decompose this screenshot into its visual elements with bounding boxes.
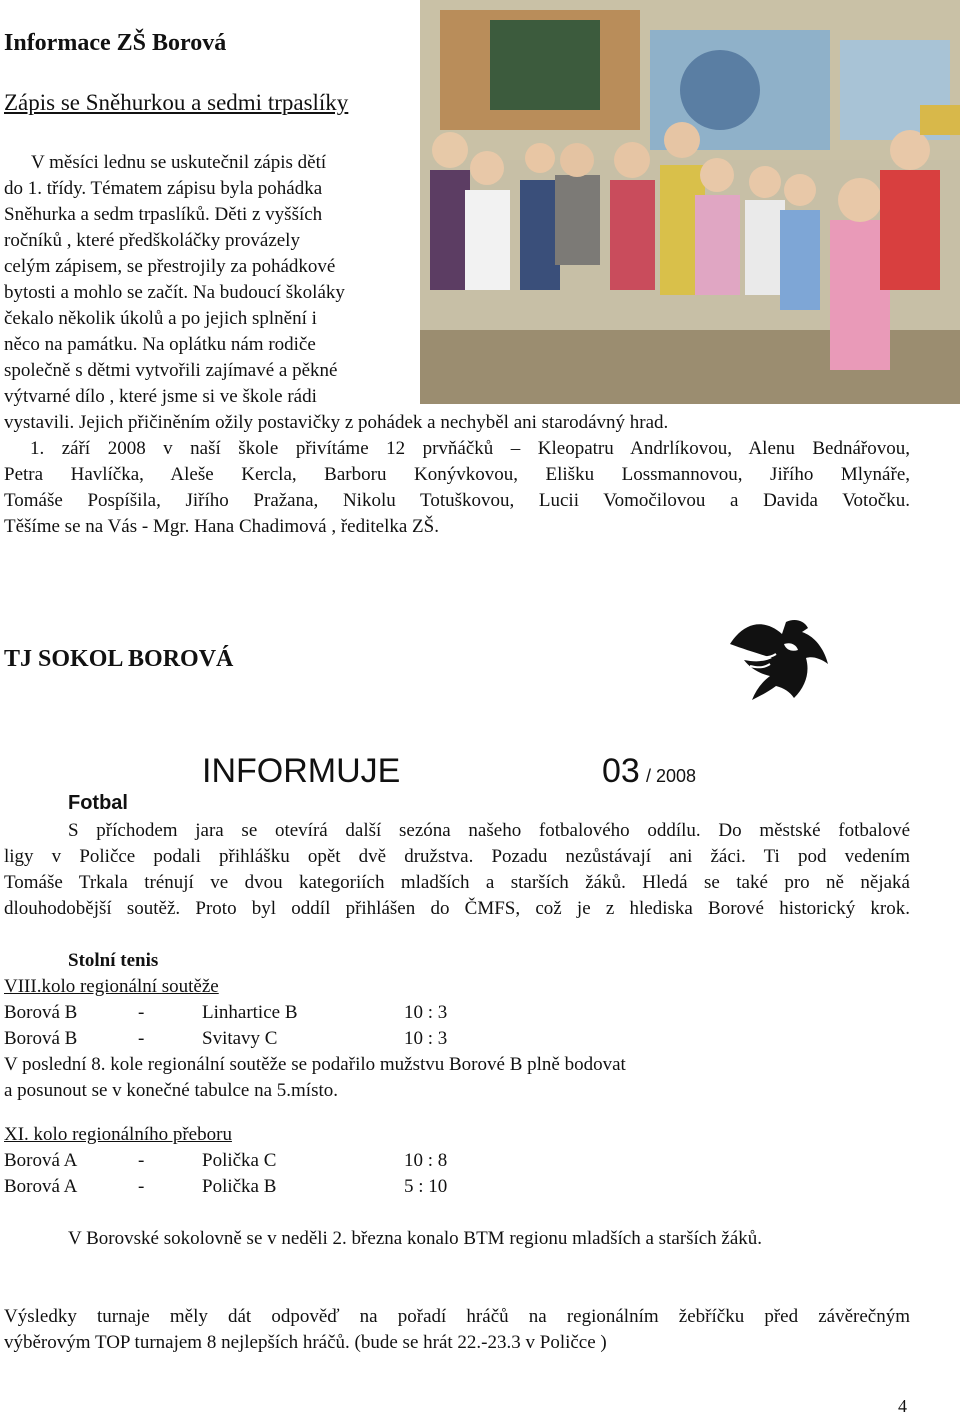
results-line: výběrovým TOP turnajem 8 nejlepších hráčů. (bude se hrát 22.-23.3 v Poličce ) [4,1332,607,1353]
btm-line: V Borovské sokolovně se v neděli 2. března konalo BTM regionu mladších a starších žáků. [68,1228,763,1249]
separator: - [138,1150,145,1171]
results-line: Výsledky turnaje měly dát odpověď na pořadí hráčů na regionálním žebříčku před závěrečným [4,1306,910,1327]
sokol-heading: TJ SOKOL BOROVÁ [4,646,234,672]
fotbal-text-line: ligy v Poličce podali přihlášku opět dvě družstva. Pozadu nezůstávají ani žáci. Ti pod vedením [4,846,910,867]
away-team: Svitavy C [202,1028,278,1049]
issue-number: 03 [602,752,640,790]
match-score: 10 : 8 [404,1150,448,1171]
school-text-line: Těšíme se na Vás - Mgr. Hana Chadimová , ředitelka ZŠ. [4,516,439,537]
informuje-title: INFORMUJE [202,752,401,790]
school-text-line: Petra Havlíčka, Aleše Kercla, Barboru Konývkovou, Elišku Lossmannovou, Jiřího Mlynáře, [4,464,910,485]
home-team: Borová B [4,1028,78,1049]
away-team: Polička C [202,1150,277,1171]
school-text-line: něco na památku. Na oplátku nám rodiče [4,334,316,355]
school-text-line: vystavili. Jejich přičiněním ožily postavičky z pohádek a nechyběl ani starodávný hrad. [4,412,669,433]
school-text-line: 1. září 2008 v naší škole přivítáme 12 prvňáčků – Kleopatru Andrlíkovou, Alenu Bednářovou, [30,438,910,459]
round1-note-line: V poslední 8. kole regionální soutěže se podařilo mužstvu Borové B plně bodovat [4,1054,626,1075]
round1-title: VIII.kolo regionální soutěže [4,976,219,997]
school-text-line: Sněhurka a sedm trpaslíků. Děti z vyšších [4,204,323,225]
school-heading: Informace ZŠ Borová [4,30,227,56]
match-score: 5 : 10 [404,1176,448,1197]
school-text-line: ročníků , které předškoláčky provázely [4,230,300,251]
falcon-logo [724,614,834,706]
school-text-line: celým zápisem, se přestrojily za pohádkové [4,256,336,277]
home-team: Borová B [4,1002,78,1023]
separator: - [138,1176,145,1197]
fotbal-text-line: dlouhodobější soutěž. Proto byl oddíl přihlášen do ČMFS, což je z hlediska Borové historický krok. [4,898,910,919]
school-text-line: do 1. třídy. Tématem zápisu byla pohádka [4,178,323,199]
school-subheading: Zápis se Sněhurkou a sedmi trpaslíky [4,90,349,115]
school-photo [420,0,960,404]
home-team: Borová A [4,1176,78,1197]
round1-note-line: a posunout se v konečné tabulce na 5.místo. [4,1080,339,1101]
round2-title: XI. kolo regionálního přeboru [4,1124,232,1145]
school-text-line: čekalo několik úkolů a po jejich splnění i [4,308,317,329]
separator: - [138,1002,145,1023]
away-team: Polička B [202,1176,277,1197]
school-text-line: bytosti a mohlo se začít. Na budoucí školáky [4,282,345,303]
school-text-line: společně s dětmi vytvořili zajímavé a pěkné [4,360,338,381]
fotbal-title: Fotbal [68,792,128,814]
fotbal-text-line: S příchodem jara se otevírá další sezóna našeho fotbalového oddílu. Do městské fotbalové [68,820,910,841]
match-score: 10 : 3 [404,1028,448,1049]
school-text-line: výtvarné dílo , které jsme si ve škole rádi [4,386,317,407]
fotbal-text-line: Tomáše Trkala trénují ve dvou kategoriích mladších a starších žáků. Hledá se také pro ně nějaká [4,872,910,893]
page-number: 4 [898,1396,907,1416]
issue-year: / 2008 [646,766,697,786]
home-team: Borová A [4,1150,78,1171]
match-score: 10 : 3 [404,1002,448,1023]
tenis-title: Stolní tenis [68,950,159,971]
away-team: Linhartice B [202,1002,298,1023]
school-text-line: V měsíci lednu se uskutečnil zápis dětí [31,152,327,173]
separator: - [138,1028,145,1049]
school-text-line: Tomáše Pospíšila, Jiřího Pražana, Nikolu Totuškovou, Lucii Vomočilovou a Davida Votočku. [4,490,910,511]
